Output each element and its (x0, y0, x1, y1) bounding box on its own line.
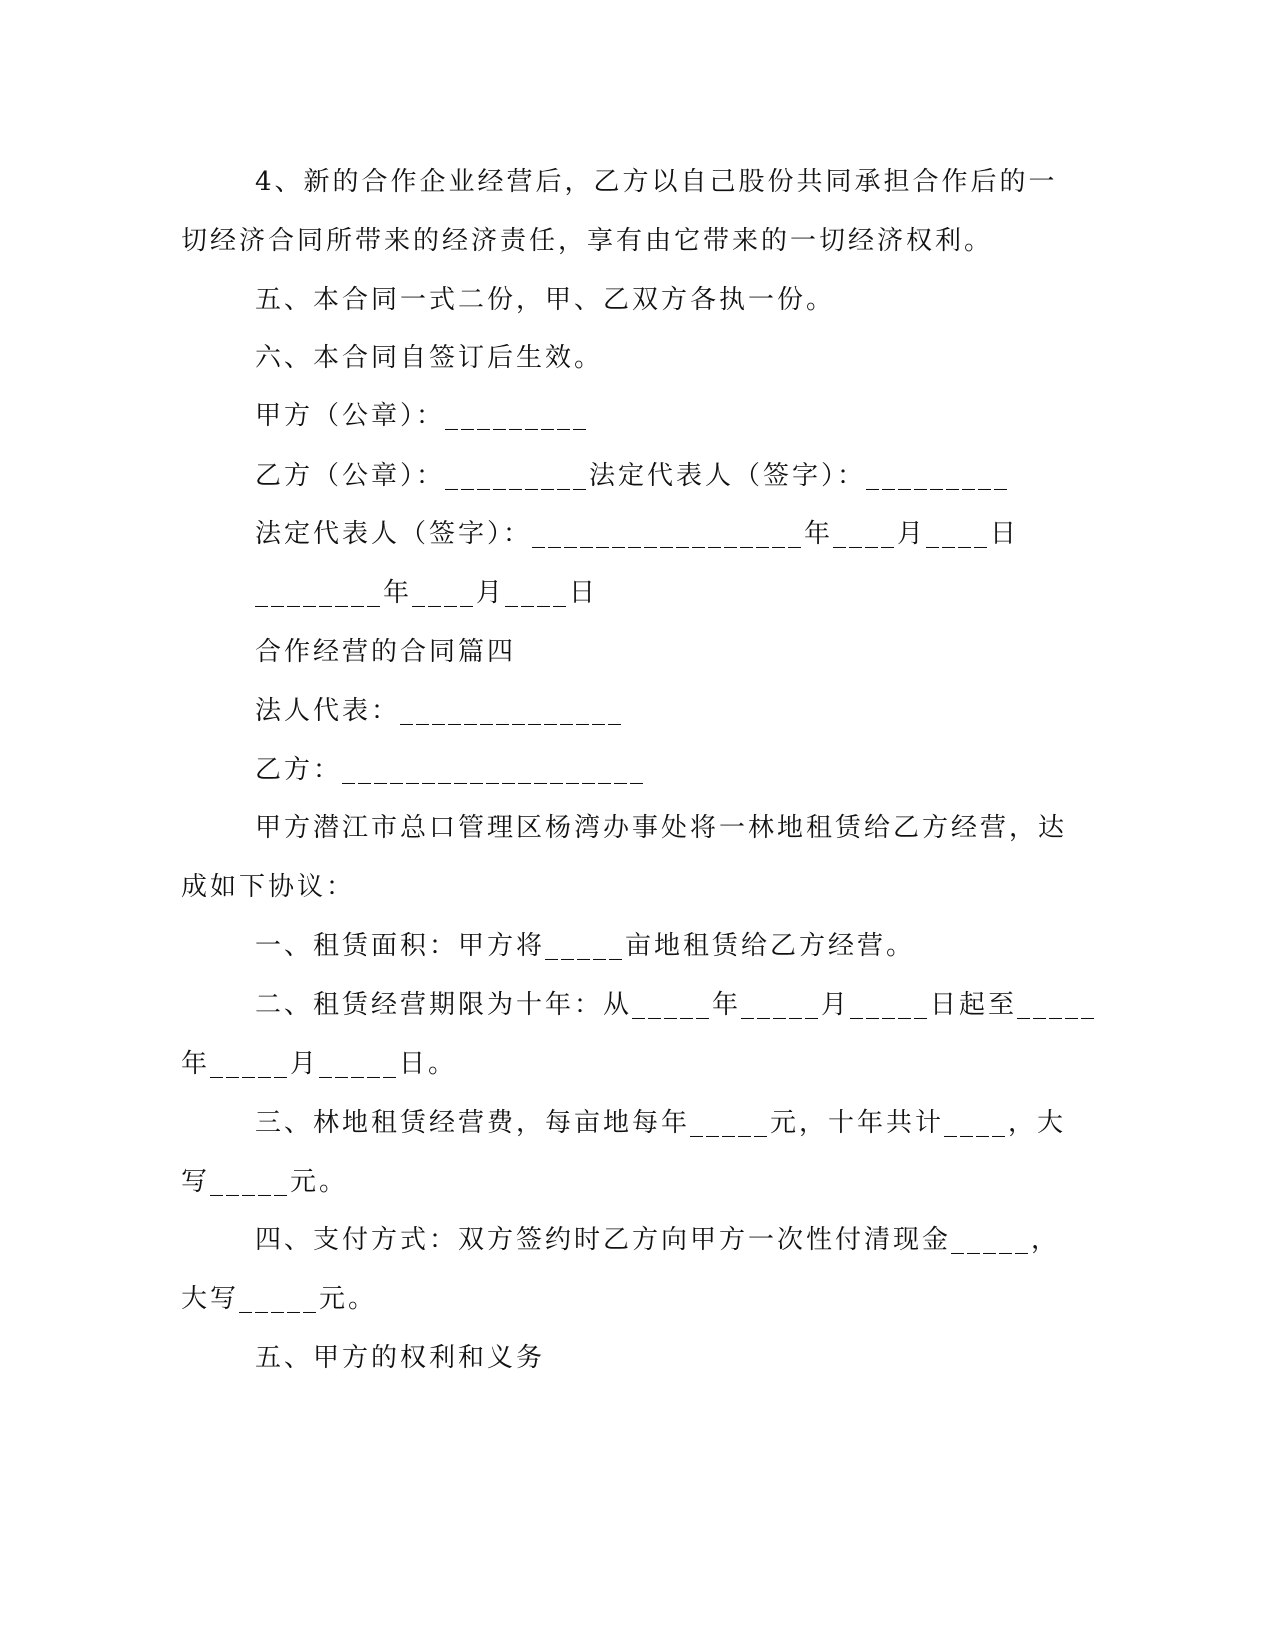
paragraph-line: 一、租赁面积：甲方将_____亩地租赁给乙方经营。 (255, 931, 916, 961)
paragraph-line: 年_____月_____日。 (181, 1049, 458, 1079)
section-title: 合作经营的合同篇四 (255, 637, 517, 667)
signature-line: 甲方（公章）：_________ (255, 401, 590, 431)
signature-line: 法定代表人（签字）：_________________年____月____日 (255, 519, 1020, 549)
paragraph-line: 二、租赁经营期限为十年：从_____年_____月_____日起至_____ (255, 990, 1098, 1020)
paragraph-line: 大写_____元。 (181, 1284, 378, 1314)
signature-line: 乙方（公章）：_________法定代表人（签字）：_________ (255, 461, 1011, 491)
paragraph-line: 六、本合同自签订后生效。 (255, 343, 604, 373)
paragraph-line: 写_____元。 (181, 1167, 349, 1197)
paragraph-line: 五、甲方的权利和义务 (255, 1343, 546, 1373)
paragraph-line: 五、本合同一式二份，甲、乙双方各执一份。 (255, 285, 836, 315)
paragraph-line: 三、林地租赁经营费，每亩地每年_____元，十年共计____，大 (255, 1108, 1067, 1138)
date-line: ________年____月____日 (255, 578, 599, 608)
paragraph-line: 成如下协议： (181, 872, 356, 902)
paragraph-line: 切经济合同所带来的经济责任，享有由它带来的一切经济权利。 (181, 226, 994, 256)
paragraph-line: 乙方：___________________ (255, 755, 647, 785)
paragraph-line: 甲方潜江市总口管理区杨湾办事处将一林地租赁给乙方经营，达 (255, 813, 1068, 843)
paragraph-line: 法人代表：______________ (255, 696, 625, 726)
paragraph-line: 四、支付方式：双方签约时乙方向甲方一次性付清现金_____， (255, 1225, 1061, 1255)
paragraph-line: 4、新的合作企业经营后，乙方以自己股份共同承担合作后的一 (255, 167, 1058, 197)
